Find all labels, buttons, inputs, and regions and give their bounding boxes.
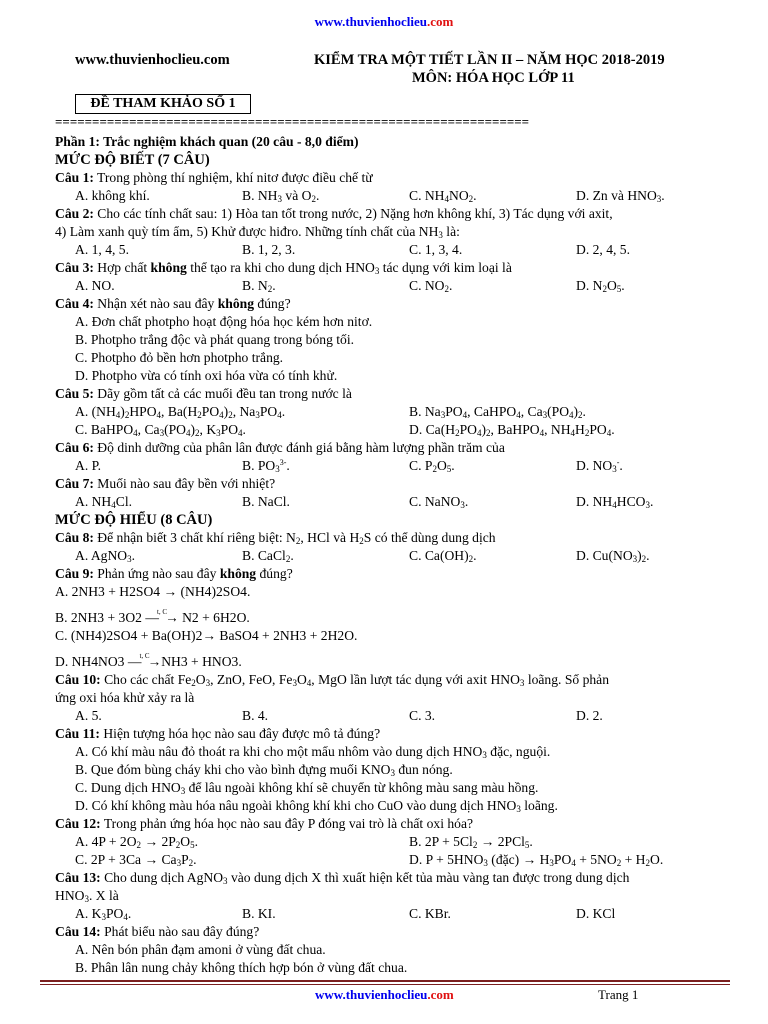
answer-7c[interactable]: C. NaNO$_3$. [409, 494, 469, 510]
exam-title: KIỂM TRA MỘT TIẾT LẦN II – NĂM HỌC 2018-2019 [314, 52, 665, 68]
answer-8c[interactable]: C. $Ca(OH)_2$. [409, 548, 477, 564]
answer-9b[interactable]: B. 2NH3 + 3O2 —$^{t, C}$→ N2 + 6H2O. [55, 608, 250, 625]
answer-2b[interactable]: B. 1, 2, 3. [242, 242, 296, 257]
answer-9a[interactable]: A. 2NH3 + H2SO4 → (NH4)2SO4. [55, 584, 251, 599]
answer-1c[interactable]: C. $NH_4NO_2$. [409, 188, 477, 204]
answer-10b[interactable]: B. 4. [242, 708, 269, 723]
exam-label-box: ĐỀ THAM KHẢO SỐ 1 [75, 94, 251, 114]
question-10: Câu 10: Cho các chất $Fe_2O_3$, ZnO, FeO, $Fe_3O_4$, MgO lần lượt tác dụng với axit $HNO_3$ loãng. Số phản [55, 672, 609, 688]
page-number: Trang 1 [598, 987, 639, 1002]
answer-12d[interactable]: D. $P + 5HNO_3$ (đặc) → $H_3PO_4 + 5NO_2 + H_2O$. [409, 852, 664, 868]
answer-12c[interactable]: C. $2P + 3Ca \to Ca_3P_2$. [75, 852, 197, 868]
answer-7d[interactable]: D. $NH_4HCO_3$. [576, 494, 654, 510]
answer-6a[interactable]: A. P. [75, 458, 102, 473]
answer-6c[interactable]: C. $P_2O_5$. [409, 458, 455, 474]
answer-9c[interactable]: C. (NH4)2SO4 + Ba(OH)2→ BaSO4 + 2NH3 + 2H2O. [55, 628, 358, 643]
answer-11b[interactable]: B. Que đóm bùng cháy khi cho vào bình đựng muối $KNO_3$ đun nóng. [75, 762, 453, 778]
question-9: Câu 9: Phản ứng nào sau đây không đúng? [55, 566, 293, 581]
answer-1d[interactable]: D. Zn và $HNO_3$. [576, 188, 665, 204]
question-12: Câu 12: Trong phản ứng hóa học nào sau đây P đóng vai trò là chất oxi hóa? [55, 816, 474, 831]
answer-10a[interactable]: A. 5. [75, 708, 102, 723]
arrow-icon: → [147, 654, 162, 669]
question-11: Câu 11: Hiện tượng hóa học nào sau đây được mô tả đúng? [55, 726, 381, 741]
answer-1b[interactable]: B. $NH_3$ và $O_2$. [242, 188, 320, 204]
question-6: Câu 6: Độ dinh dưỡng của phân lân được đánh giá bằng hàm lượng phần trăm của [55, 440, 505, 455]
answer-2c[interactable]: C. 1, 3, 4. [409, 242, 463, 257]
question-1: Câu 1: Trong phòng thí nghiệm, khí nitơ được điều chế từ [55, 170, 373, 185]
answer-6b[interactable]: B. $PO_3^{3-}$. [242, 458, 290, 474]
answer-5b[interactable]: B. $Na_3PO_4$, CaHPO$_4$, $Ca_3(PO_4)_2$. [409, 404, 586, 420]
header-site: www.thuvienhoclieu.com [75, 52, 230, 68]
answer-3d[interactable]: D. $N_2O_5$. [576, 278, 625, 294]
answer-3b[interactable]: B. $N_2$. [242, 278, 276, 294]
answer-7b[interactable]: B. NaCl. [242, 494, 290, 509]
arrow-icon: → [165, 610, 179, 625]
question-10-cont: ứng oxi hóa khử xảy ra là [55, 690, 195, 705]
question-2: Câu 2: Cho các tính chất sau: 1) Hòa tan tốt trong nước, 2) Nặng hơn không khí, 3) Tác dụng với axit, [55, 206, 613, 221]
answer-11d[interactable]: D. Có khí không màu hóa nâu ngoài không khí khi cho CuO vào dung dịch $HNO_3$ loãng. [75, 798, 558, 814]
answer-4b[interactable]: B. Photpho trắng độc và phát quang trong bóng tối. [75, 332, 355, 347]
answer-14b[interactable]: B. Phân lân nung chảy không thích hợp bón ở vùng đất chua. [75, 960, 408, 975]
answer-3c[interactable]: C. $NO_2$. [409, 278, 453, 294]
question-13-cont: $HNO_3$. X là [55, 888, 119, 904]
answer-11c[interactable]: C. Dung dịch $HNO_3$ để lâu ngoài không khí sẽ chuyển từ không màu sang màu hồng. [75, 780, 539, 796]
answer-9d[interactable]: D. NH4NO3 —$^{t, C}$→NH3 + HNO3. [55, 652, 242, 669]
answer-5c[interactable]: C. BaHPO$_4$, $Ca_3(PO_4)_2$, $K_3PO_4$. [75, 422, 246, 438]
answer-10c[interactable]: C. 3. [409, 708, 436, 723]
arrow-icon: → [163, 584, 178, 599]
answer-3a[interactable]: A. NO. [75, 278, 115, 293]
footer-rule-thin [40, 984, 730, 985]
answer-5a[interactable]: A. $(NH_4)_2HPO_4$, $Ba(H_2PO_4)_2$, $Na_3PO_4$. [75, 404, 286, 420]
answer-8a[interactable]: A. AgNO$_3$. [75, 548, 136, 564]
answer-2a[interactable]: A. 1, 4, 5. [75, 242, 129, 257]
answer-14a[interactable]: A. Nên bón phân đạm amoni ở vùng đất chua. [75, 942, 326, 957]
answer-5d[interactable]: D. $Ca(H_2PO_4)_2$, BaHPO$_4$, $NH_4H_2PO_4$. [409, 422, 615, 438]
question-4: Câu 4: Nhận xét nào sau đây không đúng? [55, 296, 291, 311]
answer-13c[interactable]: C. KBr. [409, 906, 451, 921]
answer-7a[interactable]: A. $NH_4Cl$. [75, 494, 132, 510]
answer-4d[interactable]: D. Photpho vừa có tính oxi hóa vừa có tính khử. [75, 368, 338, 383]
answer-2d[interactable]: D. 2, 4, 5. [576, 242, 630, 257]
question-8: Câu 8: Để nhận biết 3 chất khí riêng biệt: $N_2$, HCl và $H_2S$ có thể dùng dung dịch [55, 530, 496, 546]
answer-4a[interactable]: A. Đơn chất photpho hoạt động hóa học kém hơn nitơ. [75, 314, 373, 329]
top-site-link[interactable]: www.thuvienhoclieu.com [314, 14, 454, 29]
level-heading-2: MỨC ĐỘ HIỂU (8 CÂU) [55, 512, 213, 528]
answer-11a[interactable]: A. Có khí màu nâu đỏ thoát ra khi cho một mẩu nhôm vào dung dịch $HNO_3$ đặc, nguội. [75, 744, 551, 760]
footer-rule [40, 980, 730, 982]
arrow-icon: — [145, 610, 159, 625]
question-13: Câu 13: Cho dung dịch AgNO$_3$ vào dung dịch X thì xuất hiện kết tủa màu vàng tan được trong dung dịch [55, 870, 630, 886]
separator: ================================================================ [55, 114, 530, 129]
answer-8d[interactable]: D. $Cu(NO_3)_2$. [576, 548, 650, 564]
answer-12a[interactable]: A. $4P + 2O_2 \to 2P_2O_5$. [75, 834, 199, 850]
answer-6d[interactable]: D. $NO_3^-$. [576, 458, 623, 474]
answer-13a[interactable]: A. $K_3PO_4$. [75, 906, 132, 922]
level-heading-1: MỨC ĐỘ BIẾT (7 CÂU) [55, 152, 210, 168]
subject-title: MÔN: HÓA HỌC LỚP 11 [412, 70, 575, 86]
answer-13b[interactable]: B. KI. [242, 906, 276, 921]
arrow-icon: → [202, 628, 216, 643]
answer-4c[interactable]: C. Photpho đỏ bền hơn photpho trắng. [75, 350, 284, 365]
footer-site-link[interactable]: www.thuvienhoclieu.com [315, 987, 454, 1002]
question-2-cont: 4) Làm xanh quỳ tím ẩm, 5) Khử được hiđro. Những tính chất của $NH_3$ là: [55, 224, 460, 240]
answer-13d[interactable]: D. KCl [576, 906, 616, 921]
question-14: Câu 14: Phát biểu nào sau đây đúng? [55, 924, 260, 939]
question-5: Câu 5: Dãy gồm tất cả các muối đều tan trong nước là [55, 386, 352, 401]
arrow-icon: — [127, 654, 142, 669]
answer-10d[interactable]: D. 2. [576, 708, 603, 723]
question-7: Câu 7: Muối nào sau đây bền với nhiệt? [55, 476, 276, 491]
part1-heading: Phần 1: Trắc nghiệm khách quan (20 câu - 8,0 điểm) [55, 134, 359, 149]
question-3: Câu 3: Hợp chất không thể tạo ra khi cho dung dịch $HNO_3$ tác dụng với kim loại là [55, 260, 512, 276]
answer-1a[interactable]: A. không khí. [75, 188, 150, 203]
answer-12b[interactable]: B. $2P + 5Cl_2 \to 2PCl_5$. [409, 834, 533, 850]
answer-8b[interactable]: B. CaCl$_2$. [242, 548, 294, 564]
